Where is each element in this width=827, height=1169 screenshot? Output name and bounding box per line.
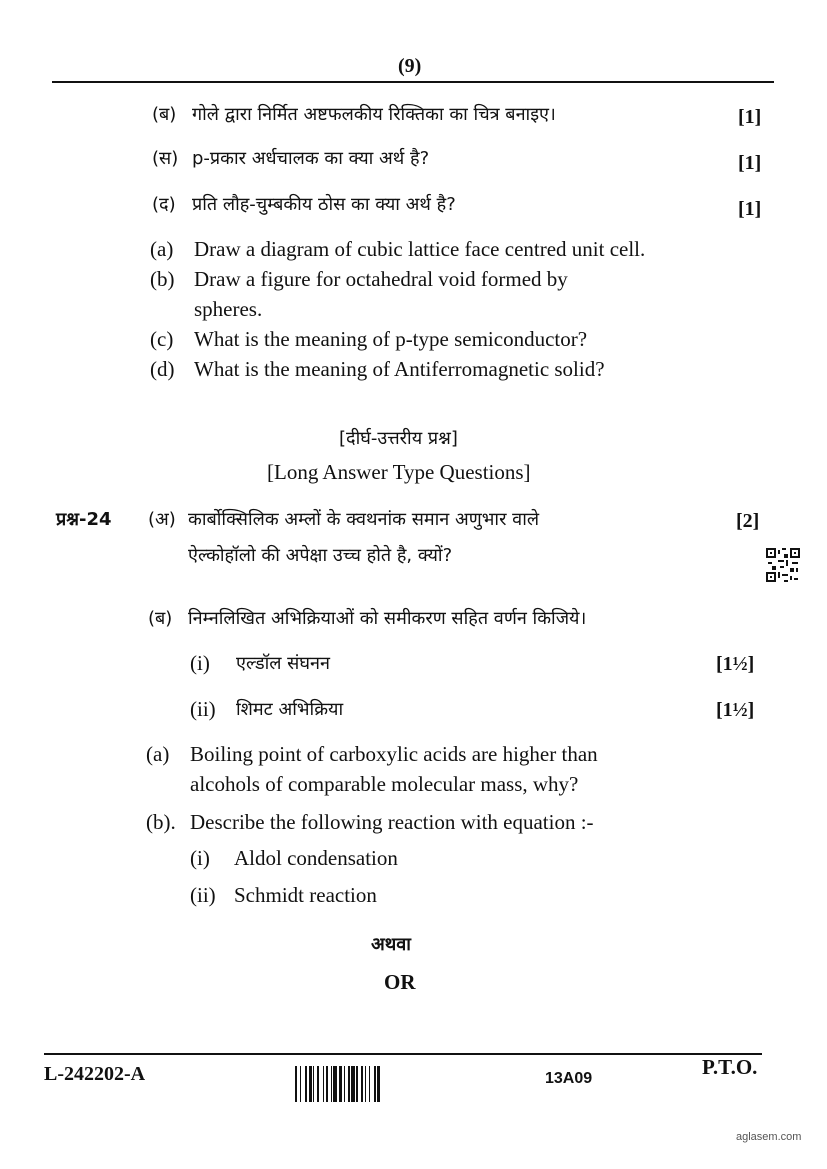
q24-en-b-text: Describe the following reaction with equation :- <box>190 810 594 834</box>
sub-label: (i) <box>190 846 210 870</box>
english-part-label: (c) <box>150 327 174 351</box>
header-rule <box>52 81 774 83</box>
sub-marks: [1½] <box>716 653 755 675</box>
part-text: प्रति लौह-चुम्बकीय ठोस का क्या अर्थ है? <box>192 194 456 215</box>
part-label: (द) <box>152 194 176 215</box>
sub-marks: [1½] <box>716 699 755 721</box>
qr-code <box>766 548 800 582</box>
q24-en-a-line2: alcohols of comparable molecular mass, why? <box>190 772 579 796</box>
barcode <box>295 1066 517 1102</box>
section-heading-hindi: [दीर्घ-उत्तरीय प्रश्न] <box>339 428 458 449</box>
english-part-text: spheres. <box>194 297 263 321</box>
sub-label: (i) <box>190 651 210 675</box>
barcode-text: 13A09 <box>545 1070 593 1087</box>
q24-b-label: (ब) <box>148 608 173 629</box>
question-number: प्रश्न-24 <box>56 509 112 530</box>
part-label: (ब) <box>152 104 177 125</box>
sub-text: Aldol condensation <box>234 846 398 870</box>
sub-label: (ii) <box>190 697 216 721</box>
marks: [1] <box>738 198 762 220</box>
or-english: OR <box>384 970 416 994</box>
q24-a-marks: [2] <box>736 510 760 532</box>
english-part-label: (d) <box>150 357 175 381</box>
english-part-text: Draw a figure for octahedral void formed by <box>194 267 568 291</box>
q24-en-b-label: (b). <box>146 810 176 834</box>
q24-b-text: निम्नलिखित अभिक्रियाओं को समीकरण सहित वर्णन किजिये। <box>188 608 587 629</box>
page-number: (9) <box>398 55 422 77</box>
q24-a-line1: कार्बोक्सिलिक अम्लों के क्वथनांक समान अणुभार वाले <box>188 509 540 530</box>
footer-rule <box>44 1053 762 1055</box>
marks: [1] <box>738 106 762 128</box>
part-label: (स) <box>152 148 179 169</box>
english-part-text: What is the meaning of Antiferromagnetic solid? <box>194 357 605 381</box>
or-hindi: अथवा <box>371 934 411 955</box>
sub-label: (ii) <box>190 883 216 907</box>
english-part-label: (b) <box>150 267 175 291</box>
q24-en-a-label: (a) <box>146 742 170 766</box>
sub-text: Schmidt reaction <box>234 883 377 907</box>
paper-code: L-242202-A <box>44 1063 146 1085</box>
barcode-stripe <box>380 1066 382 1102</box>
english-part-text: Draw a diagram of cubic lattice face centred unit cell. <box>194 237 646 261</box>
q24-a-line2: ऐल्कोहॉलो की अपेक्षा उच्च होते है, क्यों? <box>188 545 453 566</box>
q24-a-label: (अ) <box>148 509 176 530</box>
english-part-label: (a) <box>150 237 174 261</box>
marks: [1] <box>738 152 762 174</box>
sub-text: एल्डॉल संघनन <box>236 653 330 674</box>
section-heading-english: [Long Answer Type Questions] <box>267 460 531 484</box>
q24-en-a-line1: Boiling point of carboxylic acids are higher than <box>190 742 598 766</box>
pto: P.T.O. <box>702 1055 758 1079</box>
part-text: गोले द्वारा निर्मित अष्टफलकीय रिक्तिका का चित्र बनाइए। <box>192 104 556 125</box>
english-part-text: What is the meaning of p-type semiconductor? <box>194 327 588 351</box>
watermark: aglasem.com <box>736 1131 802 1143</box>
part-text: p-प्रकार अर्धचालक का क्या अर्थ है? <box>192 148 430 169</box>
sub-text: शिमट अभिक्रिया <box>236 699 344 720</box>
